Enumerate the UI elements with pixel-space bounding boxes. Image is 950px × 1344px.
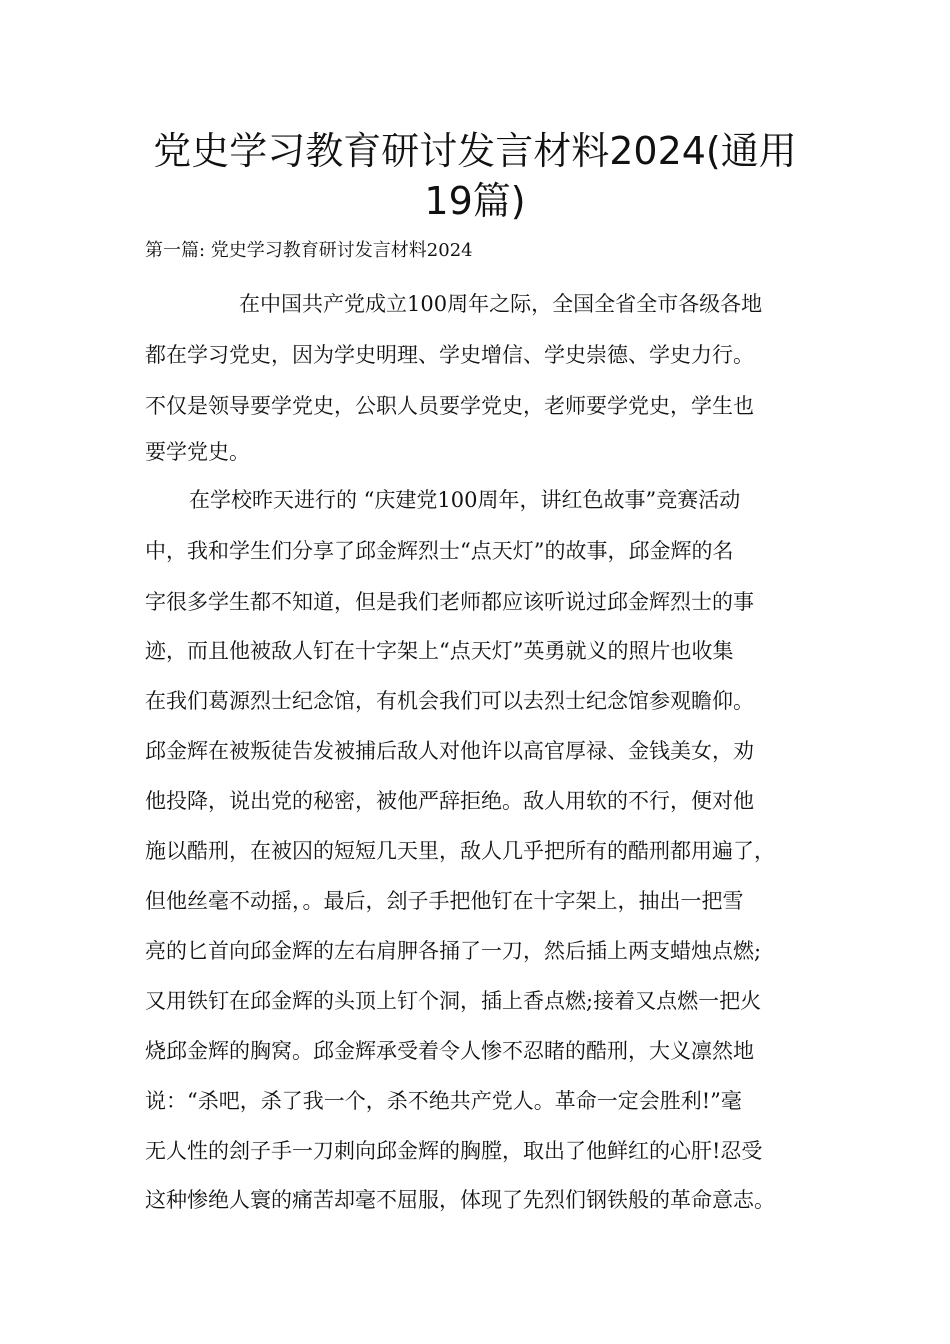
- paragraph-2-line: 烧邱金辉的胸窝。邱金辉承受着令人惨不忍睹的酷刑，大义凛然地: [145, 1039, 754, 1063]
- paragraph-1-line: 在中国共产党成立100周年之际，全国全省全市各级各地: [239, 292, 763, 316]
- paragraph-2-line: 他投降，说出党的秘密，被他严辞拒绝。敌人用软的不行，便对他: [145, 789, 754, 813]
- paragraph-1-line: 都在学习党史，因为学史明理、学史增信、学史崇德、学史力行。: [145, 343, 754, 367]
- paragraph-1-line: 要学党史。: [145, 440, 250, 464]
- paragraph-2-line: 迹，而且他被敌人钉在十字架上“点天灯”英勇就义的照片也收集: [145, 639, 734, 663]
- paragraph-2-line: 又用铁钉在邱金辉的头顶上钉个洞，插上香点燃;接着又点燃一把火: [145, 989, 762, 1013]
- paragraph-2-line: 但他丝毫不动摇，。最后，刽子手把他钉在十字架上，抽出一把雪: [145, 889, 744, 913]
- title-line-2: 19篇): [424, 179, 526, 223]
- paragraph-1-line: 不仅是领导要学党史，公职人员要学党史，老师要学党史，学生也: [145, 394, 754, 418]
- paragraph-2-line: 字很多学生都不知道，但是我们老师都应该听说过邱金辉烈士的事: [145, 590, 754, 614]
- paragraph-2-line: 在学校昨天进行的 “庆建党100周年，讲红色故事”竞赛活动: [189, 488, 741, 512]
- paragraph-2-line: 说：“杀吧，杀了我一个，杀不绝共产党人。革命一定会胜利!”毫: [145, 1089, 742, 1113]
- paragraph-2-line: 无人性的刽子手一刀刺向邱金辉的胸膛，取出了他鲜红的心肝!忍受: [145, 1139, 763, 1163]
- paragraph-2-line: 施以酷刑，在被囚的短短几天里，敌人几乎把所有的酷刑都用遍了，: [145, 839, 775, 863]
- paragraph-2-line: 邱金辉在被叛徒告发被捕后敌人对他许以高官厚禄、金钱美女，劝: [145, 739, 754, 763]
- paragraph-2-line: 中，我和学生们分享了邱金辉烈士“点天灯”的故事，邱金辉的名: [145, 539, 734, 563]
- paragraph-2-line: 这种惨绝人寰的痛苦却毫不屈服，体现了先烈们钢铁般的革命意志。: [145, 1188, 775, 1212]
- document-title: [120, 126, 830, 226]
- paragraph-2-line: 亮的匕首向邱金辉的左右肩胛各捅了一刀，然后插上两支蜡烛点燃;: [145, 939, 762, 963]
- title-line-1: 党史学习教育研讨发言材料2024(通用: [153, 129, 797, 173]
- section-heading: 第一篇: 党史学习教育研讨发言材料2024: [145, 240, 473, 261]
- paragraph-2-line: 在我们葛源烈士纪念馆，有机会我们可以去烈士纪念馆参观瞻仰。: [145, 689, 754, 713]
